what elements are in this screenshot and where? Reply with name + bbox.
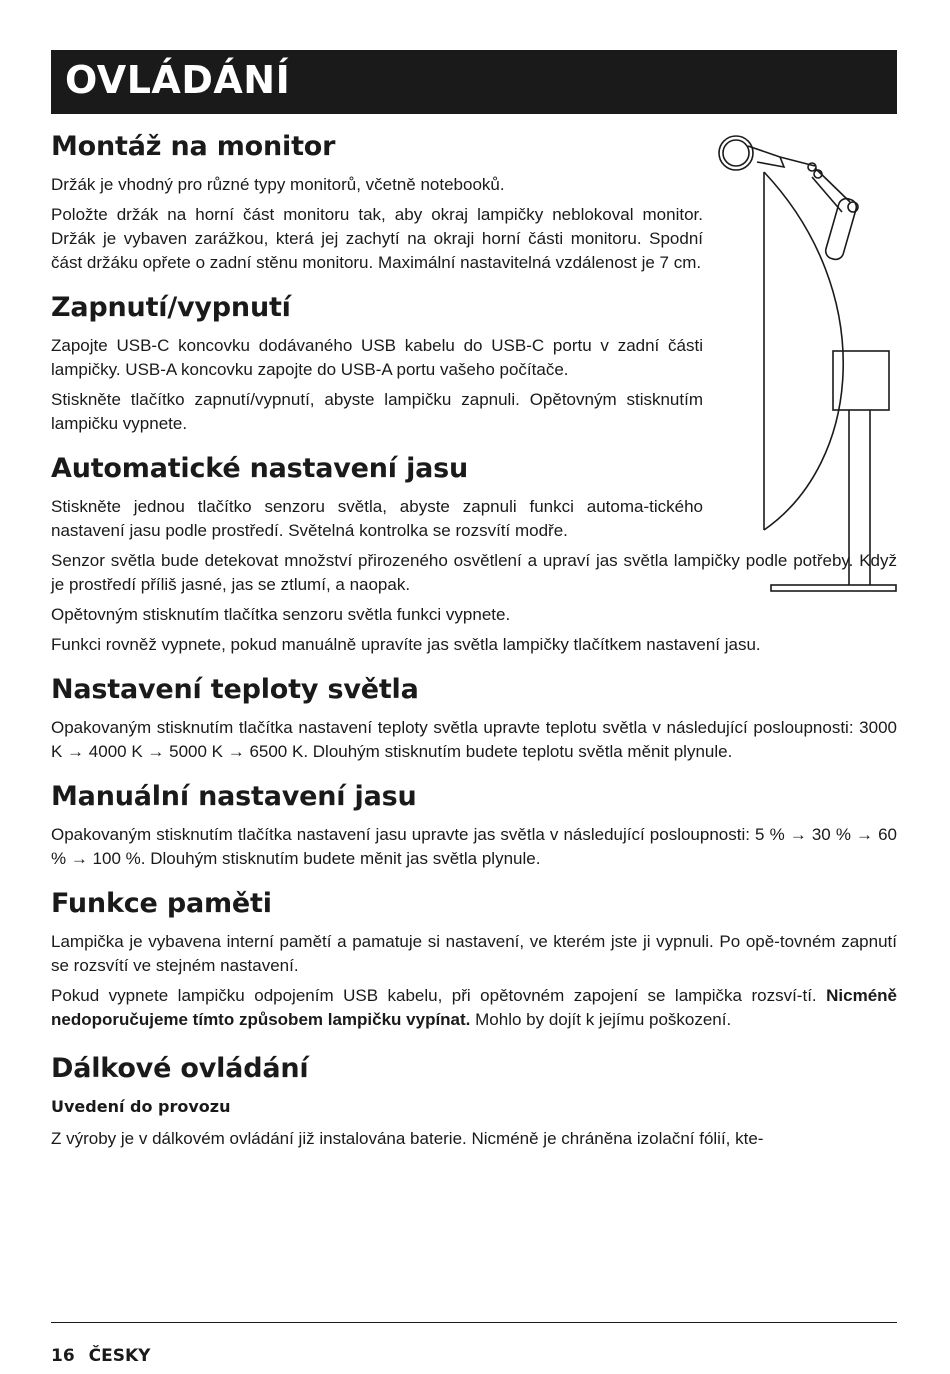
page-number: 16 (51, 1346, 75, 1366)
text-run: Mohlo by dojít k jejímu poškození. (475, 1010, 732, 1029)
paragraph: Položte držák na horní část monitoru tak, aby okraj lampičky neblokoval monitor. Držák je vybaven zarážkou, která jej zachytí na okraji horní části monitoru. Spodní část držáku opřete o zadní stěnu monitoru. Maximální nastavitelná vzdálenost je 7 cm. (51, 205, 703, 272)
heading-auto-jas: Automatické nastavení jasu (51, 453, 469, 484)
paragraph: Stiskněte tlačítko zapnutí/vypnutí, abyste lampičku zapnuli. Opětovným stisknutím lampičku vypnete. (51, 390, 703, 433)
text-run: Pokud vypnete lampičku odpojením USB kabelu, při opětovném zapojení se lampička rozsví-tí. (51, 986, 817, 1005)
heading-pamet: Funkce paměti (51, 888, 272, 919)
footer-language: ČESKY (88, 1346, 151, 1366)
section-zapnuti (51, 289, 897, 436)
paragraph: Opakovaným stisknutím tlačítka nastavení jasu upravte jas světla v následující posloupnosti: 5 % → 30 % → 60 % → 100 %. Dlouhým stisknutím budete měnit jas světla plynule. (51, 825, 897, 868)
paragraph: Opakovaným stisknutím tlačítka nastavení teploty světla upravte teplotu světla v následující posloupnosti: 3000 K → 4000 K → 5000 K → 6500 K. Dlouhým stisknutím budete teplotu světla měnit plynule. (51, 718, 897, 761)
paragraph (51, 984, 897, 1032)
footer-divider (51, 1322, 897, 1323)
page-footer (51, 1346, 151, 1366)
paragraph: Opětovným stisknutím tlačítka senzoru světla funkci vypnete. (51, 605, 511, 624)
paragraph: Senzor světla bude detekovat množství přirozeného osvětlení a upraví jas světla lampičky podle potřeby. Když je prostředí příliš jasné, jas se ztlumí, a naopak. (51, 551, 897, 594)
heading-teplota: Nastavení teploty světla (51, 674, 419, 705)
heading-montaz: Montáž na monitor (51, 131, 336, 162)
main-content (51, 128, 897, 1165)
paragraph: Funkci rovněž vypnete, pokud manuálně upravíte jas světla lampičky tlačítkem nastavení jasu. (51, 635, 761, 654)
paragraph: Lampička je vybavena interní pamětí a pamatuje si nastavení, ve kterém jste ji vypnuli. Po opě-tovném zapnutí se rozsvítí ve stejném nastavení. (51, 932, 897, 975)
section-pamet (51, 885, 897, 1032)
section-dalkove (51, 1050, 897, 1151)
heading-manual-jas: Manuální nastavení jasu (51, 781, 417, 812)
section-montaz (51, 128, 897, 275)
section-teplota (51, 671, 897, 764)
section-auto-jas (51, 450, 897, 657)
paragraph: Z výroby je v dálkovém ovládání již instalována baterie. Nicméně je chráněna izolační fólií, kte- (51, 1129, 764, 1148)
subheading-uvedeni: Uvedení do provozu (51, 1097, 231, 1116)
paragraph: Stiskněte jednou tlačítko senzoru světla, abyste zapnuli funkci automa-tického nastavení jasu podle prostředí. Světelná kontrolka se rozsvítí modře. (51, 497, 703, 540)
paragraph: Držák je vhodný pro různé typy monitorů, včetně notebooků. (51, 175, 505, 194)
section-banner (51, 50, 897, 114)
heading-zapnuti: Zapnutí/vypnutí (51, 292, 291, 323)
section-manual-jas (51, 778, 897, 871)
warning-text: Nicméně nedoporučujeme tímto způsobem lampičku vypínat. (51, 986, 897, 1029)
heading-dalkove: Dálkové ovládání (51, 1053, 309, 1084)
paragraph: Zapojte USB-C koncovku dodávaného USB kabelu do USB-C portu v zadní části lampičky. USB-A koncovku zapojte do USB-A portu vašeho počítače. (51, 336, 703, 379)
banner-title: OVLÁDÁNÍ (65, 58, 291, 102)
